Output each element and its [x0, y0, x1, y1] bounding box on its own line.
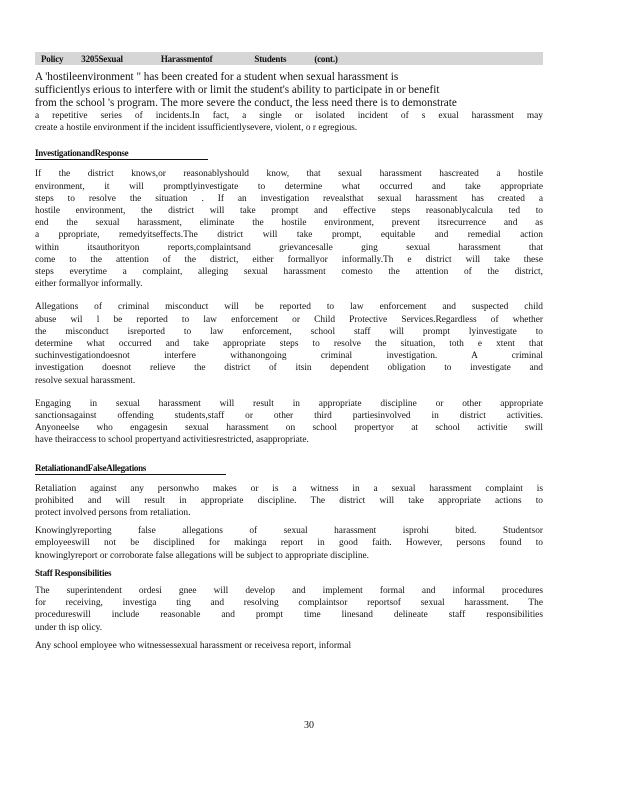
text-line: suchinvestigationdoesnot interfere withanongoing criminal investigation. A criminal	[35, 351, 543, 362]
text-line: Anyoneelse who engagesin sexual harassment on school propertyor at school activitie swill	[35, 423, 543, 434]
text-line: environment, it will promptlyinvestigate to determine what occurred and take appropriate	[35, 181, 543, 192]
text-line: procedureswill include reasonable and prompt time linesand delineate staff responsibilities	[35, 610, 543, 621]
intro-line: a repetitive series of incidents.In fact, a single or isolated incident of s exual harassment may	[35, 111, 543, 121]
text-line: a ppropriate, remedyitseffects.The district will take prompt, equitable and remedial action	[35, 230, 543, 241]
text-line: under th isp olicy.	[35, 622, 103, 633]
text-line: the misconduct isreported to law enforcement, school staff will prompt lyinvestigate to	[35, 326, 543, 337]
text-line: determine what occurred and take appropriate steps to resolve the situation, toth e xtent that	[35, 339, 543, 350]
text-line: steps everytime a complaint, alleging sexual harassment comesto the attention of the district,	[35, 267, 543, 278]
section-heading-retaliation: RetaliationandFalseAllegations	[35, 463, 226, 475]
text-line: Retaliation against any personwho makes or is a witness in a sexual harassment complaint is	[35, 483, 543, 494]
text-line: Knowinglyreporting false allegations of sexual harassment isprohi bited. Studentsor	[35, 526, 543, 537]
investigation-paragraph-1	[35, 168, 543, 290]
text-line: hostile environment, the district will take prompt and effective steps reasonablycalcula ted to	[35, 206, 543, 217]
text-line: If the district knows,or reasonablyshould know, that sexual harassment hascreated a hostile	[35, 169, 543, 180]
text-line: come to the attention of the district, either formallyor informally.Th e district will take these	[35, 254, 543, 265]
text-line: sanctionsagainst offending students,staff or other third partiesinvolved in district activities.	[35, 411, 543, 422]
staff-paragraph-2	[35, 640, 543, 652]
intro-line: A 'hostileenvironment " has been created for a student when sexual harassment is	[35, 71, 399, 83]
intro-paragraph	[35, 71, 543, 110]
text-line: within itsauthorityon reports,complaintsand grievancesalle ging sexual harassment that	[35, 242, 543, 253]
investigation-paragraph-2	[35, 301, 543, 386]
page-number: 30	[304, 720, 314, 731]
text-line: Allegations of criminal misconduct will be reported to law enforcement and suspected child	[35, 302, 543, 313]
text-line: abuse wil l be reported to law enforcement or Child Protective Services.Regardless of whether	[35, 314, 543, 325]
retaliation-paragraph-1	[35, 483, 543, 520]
text-line: end the sexual harassment, eliminate the hostile environment, prevent itsrecurrence and as	[35, 218, 543, 229]
retaliation-paragraph-2	[35, 525, 543, 562]
investigation-paragraph-3	[35, 398, 543, 447]
text-line: prohibited and will result in appropriate discipline. The district will take appropriate actions to	[35, 495, 543, 506]
header-title-part2: Students	[254, 53, 287, 64]
policy-header-bar	[35, 52, 543, 65]
text-line: resolve sexual harassment.	[35, 375, 136, 386]
header-policy-label: Policy	[41, 53, 64, 64]
intro-paragraph-continued	[35, 110, 543, 134]
text-line: steps to resolve the situation . If an investigation revealsthat sexual harassment has created a	[35, 193, 543, 204]
text-line: protect involved persons from retaliation.	[35, 508, 191, 519]
section-heading-investigation: InvestigationandResponse	[35, 148, 208, 160]
header-title-part1: Harassmentof	[160, 53, 213, 64]
intro-line: create a hostile environment if the incident issufficientlysevere, violent, o r egregious.	[35, 123, 358, 134]
text-line: The superintendent ordesi gnee will develop and implement formal and informal procedures	[35, 585, 543, 596]
text-line: have theiraccess to school propertyand activitiesrestricted, asappropriate.	[35, 435, 309, 446]
document-page	[35, 52, 543, 652]
text-line: knowinglyreport or corroborate false allegations will be subject to appropriate discipline.	[35, 550, 370, 561]
text-line: for receiving, investiga ting and resolving complaintsor reportsof sexual harassment. The	[35, 598, 543, 609]
intro-line: from the school 's program. The more severe the conduct, the less need there is to demonstrate	[35, 97, 457, 109]
text-line: Any school employee who witnessessexual harassment or receivesa report, informal	[35, 640, 352, 651]
staff-paragraph-1	[35, 585, 543, 634]
section-heading-staff: Staff Responsibilities	[35, 567, 112, 578]
header-cont: (cont.)	[314, 53, 338, 64]
text-line: investigation doesnot relieve the district of itsin dependent obligation to investigate and	[35, 363, 543, 374]
intro-line: sufficientlys erious to interfere with or limit the student's ability to participate in or benefit	[35, 84, 440, 96]
text-line: employeeswill not be disciplined for makinga report in good faith. However, persons found to	[35, 538, 543, 549]
text-line: Engaging in sexual harassment will result in appropriate discipline or other appropriate	[35, 398, 543, 409]
text-line: either formallyor informally.	[35, 279, 143, 290]
header-policy-number: 3205Sexual	[81, 53, 123, 64]
